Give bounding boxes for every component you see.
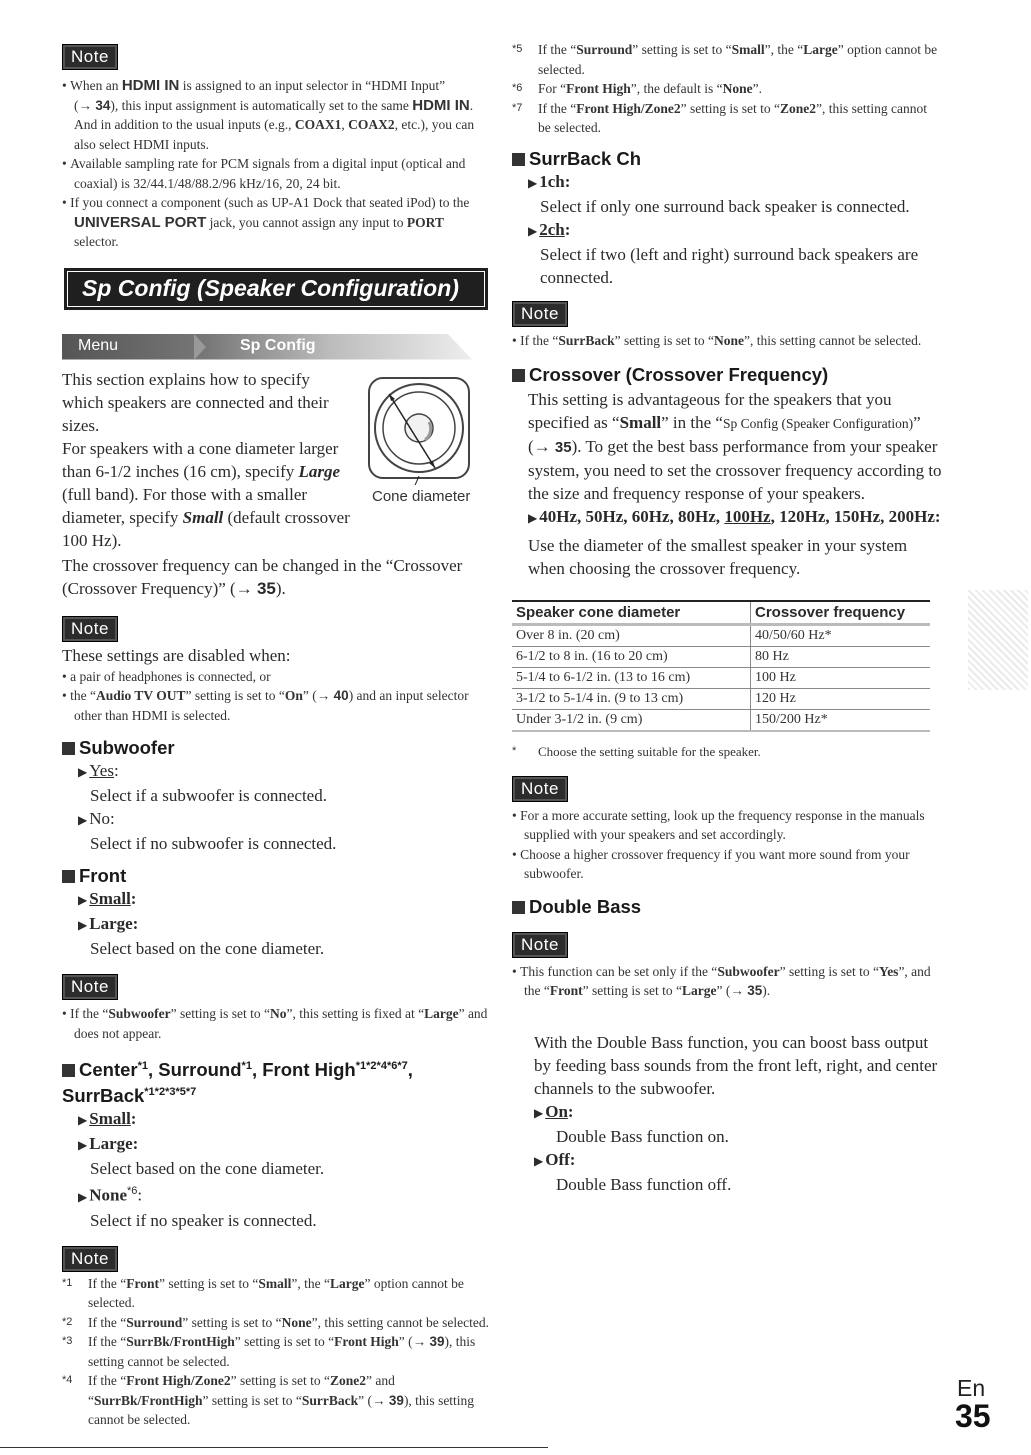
right-column bbox=[512, 40, 942, 1196]
table-row bbox=[512, 668, 930, 689]
triangle-bullet-icon: ▶ bbox=[78, 893, 88, 907]
option-desc: Double Bass function on. bbox=[556, 1126, 729, 1146]
heading-crossover: Crossover (Crossover Frequency) bbox=[512, 364, 942, 386]
bottom-rule bbox=[0, 1447, 548, 1448]
triangle-bullet-icon: ▶ bbox=[534, 1153, 544, 1168]
footnote: *2 If the “Surround” setting is set to “None”, this setting cannot be selected. bbox=[62, 1314, 489, 1330]
menu-label: Menu bbox=[78, 336, 119, 354]
option-desc: Select based on the cone diameter. bbox=[90, 1159, 325, 1179]
heading-double-bass: Double Bass bbox=[512, 896, 942, 918]
table-row bbox=[512, 689, 930, 710]
footnote: *5 If the “Surround” setting is set to “Small”, the “Large” option cannot be selected. bbox=[512, 42, 938, 77]
side-tab-decoration bbox=[968, 590, 1028, 690]
option-large: ▶ Large: bbox=[78, 1134, 139, 1154]
square-bullet-icon bbox=[512, 369, 525, 382]
triangle-bullet-icon: ▶ bbox=[78, 1113, 88, 1128]
heading-subwoofer: Subwoofer bbox=[62, 737, 490, 759]
square-bullet-icon bbox=[62, 742, 75, 755]
square-bullet-icon bbox=[512, 153, 525, 166]
triangle-bullet-icon: ▶ bbox=[78, 918, 88, 932]
double-bass-text: With the Double Bass function, you can boost bass output by feeding bass sounds from the front left, right, and center channels to the subwoofer. bbox=[534, 1032, 938, 1098]
table-cell: 6-1/2 to 8 in. (16 to 20 cm) bbox=[512, 647, 751, 668]
menu-breadcrumb bbox=[62, 334, 490, 360]
disabled-intro: These settings are disabled when: bbox=[62, 645, 291, 665]
option-desc: Select if two (left and right) surround back speakers are connected. bbox=[540, 244, 919, 287]
note-item: • If the “SurrBack” setting is set to “None”, this setting cannot be selected. bbox=[512, 332, 922, 348]
speaker-cone-icon bbox=[367, 370, 477, 485]
option-2ch: ▶ 2ch: bbox=[528, 219, 571, 239]
option-desc: Select if a subwoofer is connected. bbox=[90, 786, 327, 805]
square-bullet-icon bbox=[512, 901, 525, 914]
triangle-bullet-icon: ▶ bbox=[78, 813, 88, 827]
option-on: ▶ On: bbox=[534, 1101, 574, 1121]
table-header-row bbox=[512, 601, 930, 625]
option-desc: Double Bass function off. bbox=[556, 1174, 732, 1194]
option-1ch: ▶ 1ch: bbox=[528, 171, 571, 191]
option-off: ▶ Off: bbox=[534, 1149, 576, 1169]
table-row bbox=[512, 710, 930, 732]
table-cell: 150/200 Hz* bbox=[751, 710, 931, 732]
menu-arrow-icon bbox=[194, 334, 206, 360]
heading-surrback: SurrBack Ch bbox=[512, 148, 942, 170]
option-none: ▶ None$^{*6}$: bbox=[78, 1185, 143, 1205]
page-number: 35 bbox=[955, 1398, 991, 1434]
note-badge: Note bbox=[512, 932, 942, 958]
note-item: • If the “Subwoofer” setting is set to “No”, this setting is fixed at “Large” and does not appear. bbox=[62, 1006, 488, 1041]
note-item: • Choose a higher crossover frequency if you want more sound from your subwoofer. bbox=[512, 846, 910, 881]
option-large: ▶ Large: bbox=[78, 914, 139, 933]
triangle-bullet-icon: ▶ bbox=[528, 175, 538, 190]
table-cell: 120 Hz bbox=[751, 689, 931, 710]
footnote: *1 If the “Front” setting is set to “Small”, the “Large” option cannot be selected. bbox=[62, 1275, 464, 1311]
square-bullet-icon bbox=[62, 870, 75, 883]
table-header: Speaker cone diameter bbox=[512, 601, 751, 625]
option-desc: Select if no speaker is connected. bbox=[90, 1210, 317, 1230]
option-desc: Select if no subwoofer is connected. bbox=[90, 834, 337, 853]
triangle-bullet-icon: ▶ bbox=[528, 511, 538, 525]
triangle-bullet-icon: ▶ bbox=[78, 1138, 88, 1153]
table-cell: Over 8 in. (20 cm) bbox=[512, 625, 751, 647]
crossover-text: Use the diameter of the smallest speaker in your system when choosing the crossover frequency. bbox=[528, 536, 908, 578]
triangle-bullet-icon: ▶ bbox=[78, 765, 88, 779]
cone-caption: Cone diameter bbox=[372, 487, 471, 505]
option-desc: Select if only one surround back speaker is connected. bbox=[540, 196, 910, 216]
note-item: • Available sampling rate for PCM signals from a digital input (optical and coaxial) is 32/44.1/48/88.2/96 kHz/16, 20, 24 bit. bbox=[62, 156, 466, 191]
note-item: • the “Audio TV OUT” setting is set to “On” (→ 40) and an input selector other than HDMI is selected. bbox=[62, 688, 469, 723]
option-desc: Select based on the cone diameter. bbox=[90, 939, 325, 958]
footnote: *6 For “Front High”, the default is “None”. bbox=[512, 81, 762, 96]
note-item: • This function can be set only if the “Subwoofer” setting is set to “Yes”, and the “Front” setting is set to “Large” (→ 35). bbox=[512, 963, 931, 998]
table-cell: 5-1/4 to 6-1/2 in. (13 to 16 cm) bbox=[512, 668, 751, 689]
note-item: • When an HDMI IN is assigned to an input selector in “HDMI Input” (→ 34), this input assignment is automatically set to the same HDMI IN. And in addition to the usual inputs (e.g., COAX1, COAX2, etc.), you can also select HDMI inputs. bbox=[62, 77, 475, 152]
table-header: Crossover frequency bbox=[751, 601, 931, 625]
intro-text: This section explains how to specify which speakers are connected and their sizes. For speakers with a cone diameter larger than 6-1/2 inches (16 cm), specify Large (full band). For those with a smaller diameter, specify Small (default crossover 100 Hz). bbox=[62, 369, 350, 550]
footnote: *3 If the “SurrBk/FrontHigh” setting is set to “Front High” (→ 39), this setting cannot be selected. bbox=[62, 1334, 476, 1369]
option-small: ▶ Small: bbox=[78, 889, 137, 908]
footnote: *7 If the “Front High/Zone2” setting is set to “Zone2”, this setting cannot be selected. bbox=[512, 100, 927, 135]
table-footnote: * Choose the setting suitable for the speaker. bbox=[512, 744, 761, 759]
note-item: • If you connect a component (such as UP-A1 Dock that seated iPod) to the UNIVERSAL PORT jack, you cannot assign any input to PORT selector. bbox=[62, 195, 470, 249]
table-cell: 3-1/2 to 5-1/4 in. (9 to 13 cm) bbox=[512, 689, 751, 710]
note-badge: Note bbox=[62, 44, 490, 70]
menu-item: Sp Config bbox=[240, 336, 316, 354]
heading-center: Center$^{*1}$, Surround$^{*1}$, Front High$^{*1*2*4*6*7}$, SurrBack$^{*1*2*3*5*7}$ bbox=[62, 1059, 413, 1107]
note-item: • For a more accurate setting, look up the frequency response in the manuals supplied with your speakers and set accordingly. bbox=[512, 807, 925, 842]
note-badge: Note bbox=[512, 301, 942, 327]
triangle-bullet-icon: ▶ bbox=[534, 1105, 544, 1120]
note-badge: Note bbox=[62, 1246, 490, 1272]
note-badge: Note bbox=[62, 974, 490, 1000]
page-lang: En bbox=[957, 1375, 986, 1401]
option-no: ▶ No: bbox=[78, 809, 115, 828]
table-cell: 100 Hz bbox=[751, 668, 931, 689]
crossover-text: This setting is advantageous for the speakers that you specified as “Small” in the “Sp Config (Speaker Configuration)” (→ 35). To get the best bass performance from your speaker system, you need to set the crossover frequency according to the size and frequency response of your speakers. bbox=[528, 390, 942, 503]
option-small: ▶ Small: bbox=[78, 1109, 137, 1129]
table-cell: 80 Hz bbox=[751, 647, 931, 668]
section-title: Sp Config (Speaker Configuration) bbox=[82, 274, 459, 301]
crossover-table bbox=[512, 600, 930, 732]
note-badge: Note bbox=[62, 616, 490, 642]
crossover-options: ▶ 40Hz, 50Hz, 60Hz, 80Hz, 100Hz, 120Hz, 150Hz, 200Hz: bbox=[528, 507, 941, 526]
table-cell: 40/50/60 Hz* bbox=[751, 625, 931, 647]
option-yes: ▶ Yes: bbox=[78, 761, 119, 780]
left-column bbox=[62, 44, 490, 1430]
table-cell: Under 3-1/2 in. (9 cm) bbox=[512, 710, 751, 732]
section-title-bar bbox=[64, 268, 488, 310]
triangle-bullet-icon: ▶ bbox=[78, 1189, 88, 1204]
square-bullet-icon bbox=[62, 1064, 75, 1077]
note-item: • a pair of headphones is connected, or bbox=[62, 668, 271, 684]
intro-crossover: The crossover frequency can be changed in the “Crossover (Crossover Frequency)” (→ 35). bbox=[62, 555, 463, 598]
table-row bbox=[512, 647, 930, 668]
triangle-bullet-icon: ▶ bbox=[528, 223, 538, 238]
footnote: *4 If the “Front High/Zone2” setting is set to “Zone2” and “SurrBk/FrontHigh” setting is set to “SurrBack” (→ 39), this setting cannot be selected. bbox=[62, 1373, 475, 1428]
heading-front: Front bbox=[62, 865, 490, 887]
table-row bbox=[512, 625, 930, 647]
note-badge: Note bbox=[512, 776, 942, 802]
